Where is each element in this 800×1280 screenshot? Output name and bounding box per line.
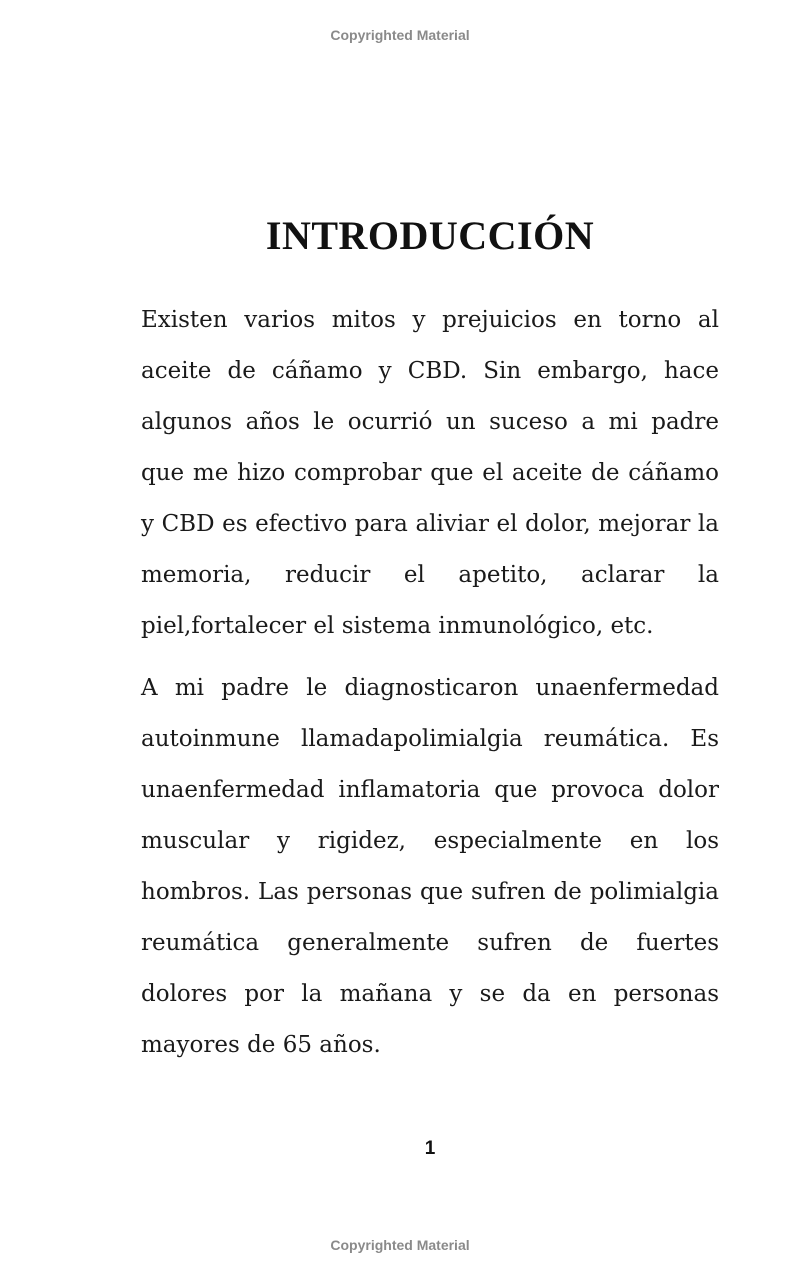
copyright-watermark-top: Copyrighted Material: [330, 27, 470, 43]
page-number: 1: [424, 1138, 436, 1159]
paragraph-1: Existen varios mitos y prejuicios en torno al aceite de cáñamo y CBD. Sin embargo, hace algunos años le ocurrió un suceso a mi padre que me hizo comprobar que el aceite de cáñamo y CBD es efectivo para aliviar el dolor, mejorar la memoria, reducir el apetito, aclarar la piel,fortalecer el sistema inmunológico, etc.: [141, 307, 719, 639]
paragraph-2: A mi padre le diagnosticaron unaenfermedad autoinmune llamadapolimialgia reumática. Es unaenfermedad inflamatoria que provoca dolor muscular y rigidez, especialmente en los hombros. Las personas que sufren de polimialgia reumática generalmente sufren de fuertes dolores por la mañana y se da en personas mayores de 65 años.: [141, 675, 719, 1058]
chapter-title: INTRODUCCIÓN: [265, 213, 595, 258]
copyright-watermark-bottom: Copyrighted Material: [330, 1237, 470, 1253]
